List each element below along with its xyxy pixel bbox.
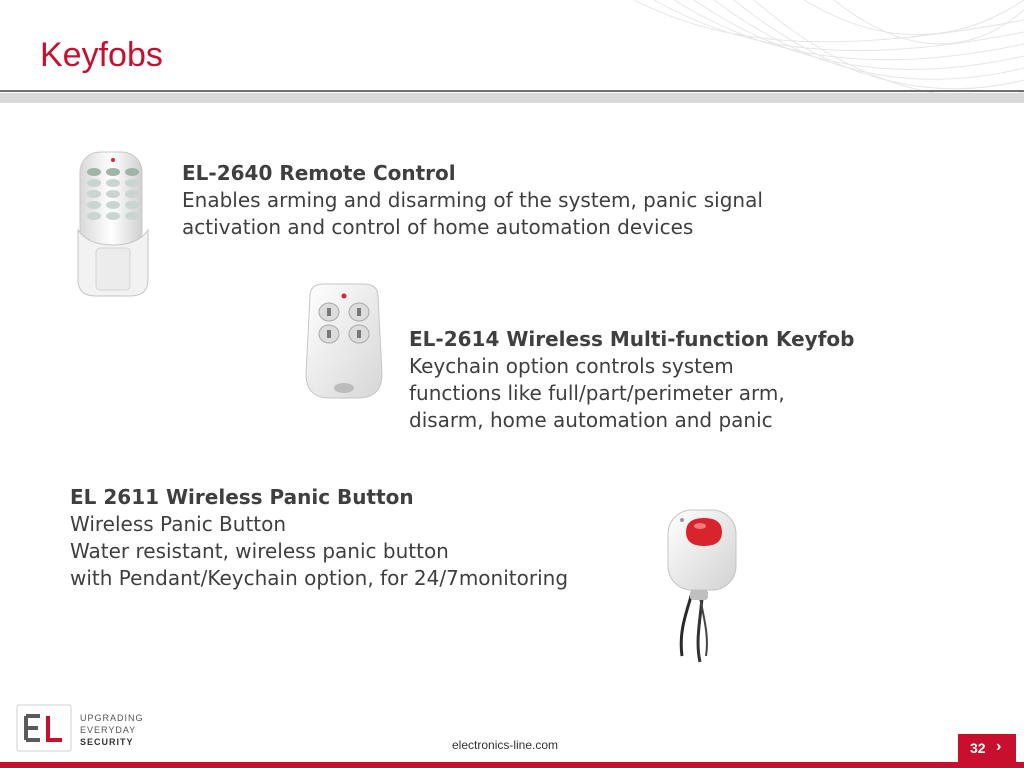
product-desc-line: Keychain option controls system xyxy=(409,354,734,378)
electronics-line-logo xyxy=(16,704,72,752)
product-name: EL-2640 Remote Control xyxy=(182,161,456,185)
product-name: EL 2611 Wireless Panic Button xyxy=(70,485,414,509)
panic-button-image xyxy=(660,506,744,666)
keyfob-image xyxy=(302,282,386,402)
product-desc-line: Water resistant, wireless panic button xyxy=(70,539,449,563)
title-divider xyxy=(0,90,1024,92)
logo-slogan xyxy=(80,712,144,748)
product-el2640 xyxy=(182,160,763,241)
product-desc-line: with Pendant/Keychain option, for 24/7monitoring xyxy=(70,566,569,590)
website-link[interactable]: electronics-line.com xyxy=(452,738,559,752)
product-desc-line: Enables arming and disarming of the system, panic signal xyxy=(182,188,763,212)
product-name: EL-2614 Wireless Multi-function Keyfob xyxy=(409,327,855,351)
slogan-line: EVERYDAY xyxy=(80,725,137,735)
product-desc-line: Wireless Panic Button xyxy=(70,512,287,536)
product-desc-line: activation and control of home automation devices xyxy=(182,215,694,239)
page-number-badge[interactable] xyxy=(958,734,1016,762)
title-divider-shadow xyxy=(0,93,1024,103)
chevron-right-icon[interactable]: › xyxy=(996,738,1002,755)
slide-title: Keyfobs xyxy=(40,36,163,74)
footer-rule xyxy=(0,762,1024,768)
slogan-line: SECURITY xyxy=(80,737,134,747)
product-desc-line: functions like full/part/perimeter arm, xyxy=(409,381,785,405)
remote-control-image xyxy=(74,150,154,300)
product-desc-line: disarm, home automation and panic xyxy=(409,408,773,432)
slogan-line: UPGRADING xyxy=(80,713,144,723)
product-el2614 xyxy=(409,326,854,434)
product-el2611 xyxy=(70,484,568,592)
page-number: 32 xyxy=(970,740,986,756)
